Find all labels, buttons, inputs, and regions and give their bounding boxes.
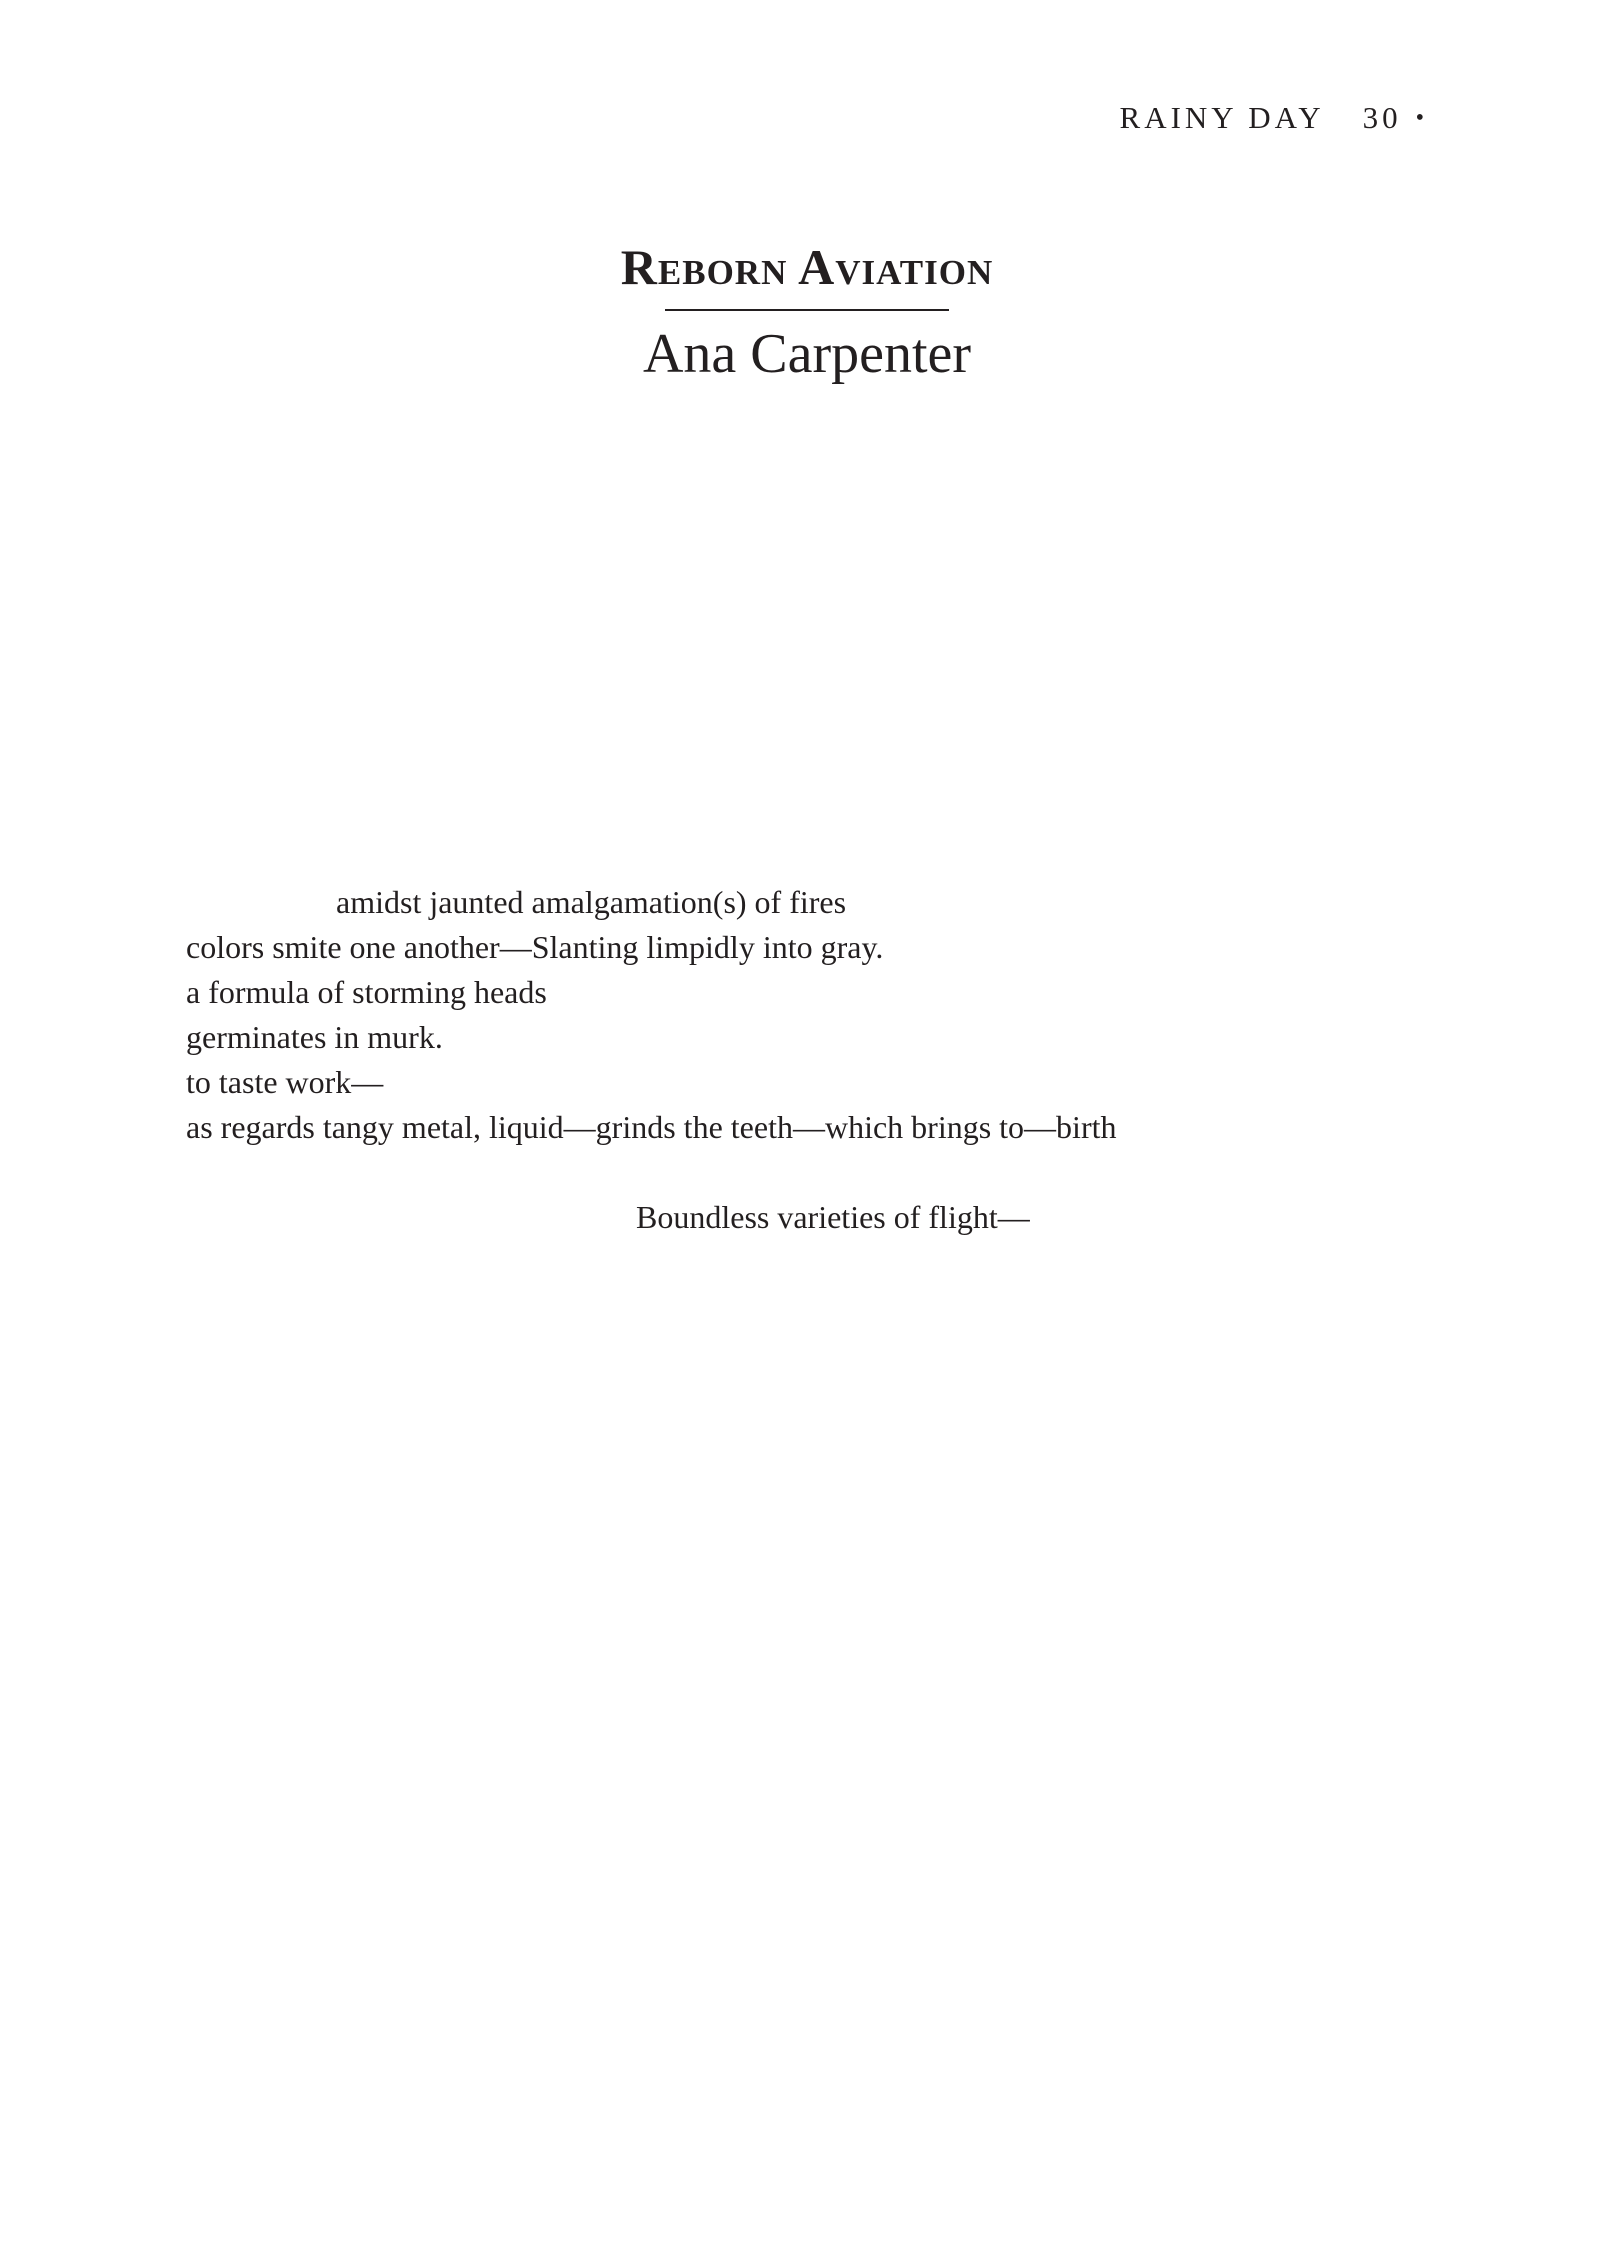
poem-author: Ana Carpenter: [642, 323, 972, 385]
poem-body: [186, 880, 1116, 1240]
running-head-section: RAINY DAY: [1119, 100, 1325, 135]
bullet-icon: •: [1415, 105, 1428, 131]
title-block: [0, 240, 1614, 388]
running-head: [1120, 100, 1428, 136]
stanza-break: [186, 1150, 1116, 1195]
poem-line: amidst jaunted amalgamation(s) of fires: [336, 884, 847, 920]
poem-line: Boundless varieties of flight—: [636, 1199, 1030, 1235]
poem-line: a formula of storming heads: [186, 974, 547, 1010]
poem-line: to taste work—: [186, 1064, 384, 1100]
poem-line: colors smite one another—Slanting limpidly into gray.: [186, 929, 884, 965]
poem-line: germinates in murk.: [186, 1019, 443, 1055]
page-number: 30: [1362, 100, 1402, 135]
title-divider: [665, 309, 949, 311]
poem-title: Reborn Aviation: [620, 239, 994, 295]
poem-line: as regards tangy metal, liquid—grinds the teeth—which brings to—birth: [186, 1109, 1117, 1145]
